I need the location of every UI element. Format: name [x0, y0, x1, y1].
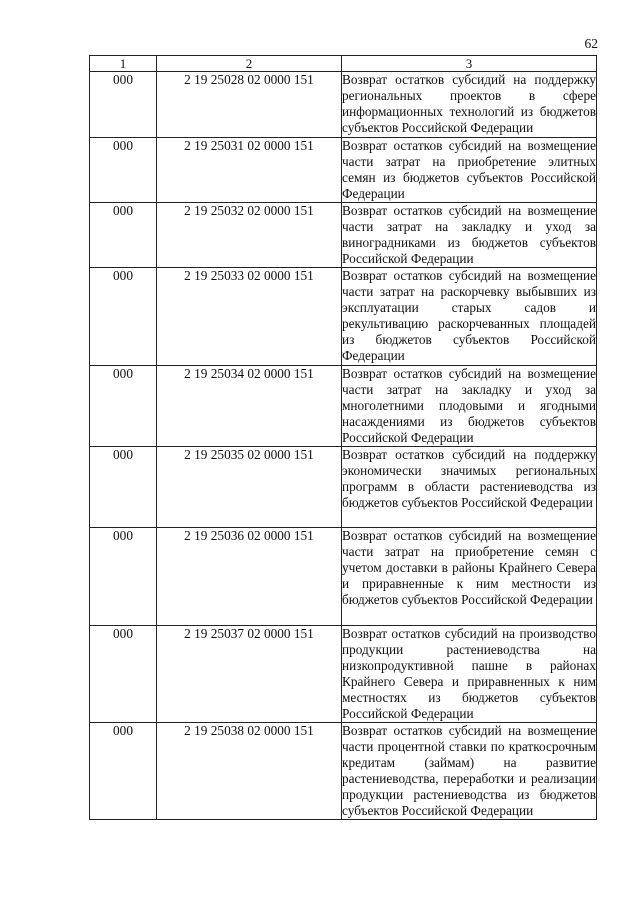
- column-header-2: 2: [157, 56, 342, 72]
- revenue-code-cell: 2 19 25033 02 0000 151: [157, 268, 342, 366]
- admin-code-cell: 000: [90, 203, 157, 268]
- table-row: [90, 203, 597, 268]
- admin-code-cell: 000: [90, 447, 157, 528]
- description-cell: Возврат остатков субсидий на поддержку региональных проектов в сфере информационных технологий из бюджетов субъектов Российской Федерации: [342, 72, 597, 138]
- description-cell: Возврат остатков субсидий на возмещение части затрат на приобретение семян с учетом доставки в районы Крайнего Севера и приравненные к ним местности из бюджетов субъектов Российской Федерации: [342, 528, 597, 626]
- admin-code-cell: 000: [90, 626, 157, 723]
- table-row: [90, 138, 597, 203]
- revenue-code-cell: 2 19 25028 02 0000 151: [157, 72, 342, 138]
- table-row: [90, 268, 597, 366]
- admin-code-cell: 000: [90, 138, 157, 203]
- table-header-row: [90, 56, 597, 72]
- description-cell: Возврат остатков субсидий на производство продукции растениеводства на низкопродуктивной пашне в районах Крайнего Севера и приравненных к ним местностях из бюджетов субъектов Российской Федерации: [342, 626, 596, 721]
- admin-code-cell: 000: [90, 723, 157, 820]
- description-cell: Возврат остатков субсидий на возмещение части процентной ставки по краткосрочным кредитам (займам) на развитие растениеводства, переработки и реализации продукции растениеводства из бюджетов субъектов Российской Федерации: [342, 723, 596, 818]
- admin-code-cell: 000: [90, 528, 157, 626]
- revenue-code-cell: 2 19 25037 02 0000 151: [157, 626, 342, 723]
- description-cell: Возврат остатков субсидий на возмещение части затрат на раскорчевку выбывших из эксплуатации старых садов и рекультивацию раскорчеванных площадей из бюджетов субъектов Российской Федерации: [342, 268, 597, 366]
- revenue-code-cell: 2 19 25034 02 0000 151: [157, 366, 342, 447]
- admin-code-cell: 000: [90, 72, 157, 138]
- table-row: [90, 366, 597, 447]
- admin-code-cell: 000: [90, 366, 157, 447]
- admin-code-cell: 000: [90, 268, 157, 366]
- revenue-code-cell: 2 19 25032 02 0000 151: [157, 203, 342, 268]
- budget-codes-table: [89, 55, 597, 820]
- table-row: [90, 528, 597, 626]
- revenue-code-cell: 2 19 25038 02 0000 151: [157, 723, 342, 820]
- table-row: [90, 447, 597, 528]
- description-cell: Возврат остатков субсидий на возмещение части затрат на закладку и уход за многолетними плодовыми и ягодными насаждениями из бюджетов субъектов Российской Федерации: [342, 366, 596, 445]
- table-row: [90, 723, 597, 820]
- revenue-code-cell: 2 19 25035 02 0000 151: [157, 447, 342, 528]
- revenue-code-cell: 2 19 25036 02 0000 151: [157, 528, 342, 626]
- description-cell: Возврат остатков субсидий на поддержку экономически значимых региональных программ в области растениеводства из бюджетов субъектов Российской Федерации: [342, 447, 597, 528]
- page-number: 62: [584, 36, 598, 51]
- revenue-code-cell: 2 19 25031 02 0000 151: [157, 138, 342, 203]
- table-row: [90, 626, 597, 723]
- description-cell: Возврат остатков субсидий на возмещение части затрат на приобретение элитных семян из бюджетов субъектов Российской Федерации: [342, 138, 596, 201]
- column-header-3: 3: [342, 56, 597, 72]
- table-row: [90, 72, 597, 138]
- description-cell: Возврат остатков субсидий на возмещение части затрат на закладку и уход за виноградниками из бюджетов субъектов Российской Федерации: [342, 203, 596, 266]
- column-header-1: 1: [90, 56, 157, 72]
